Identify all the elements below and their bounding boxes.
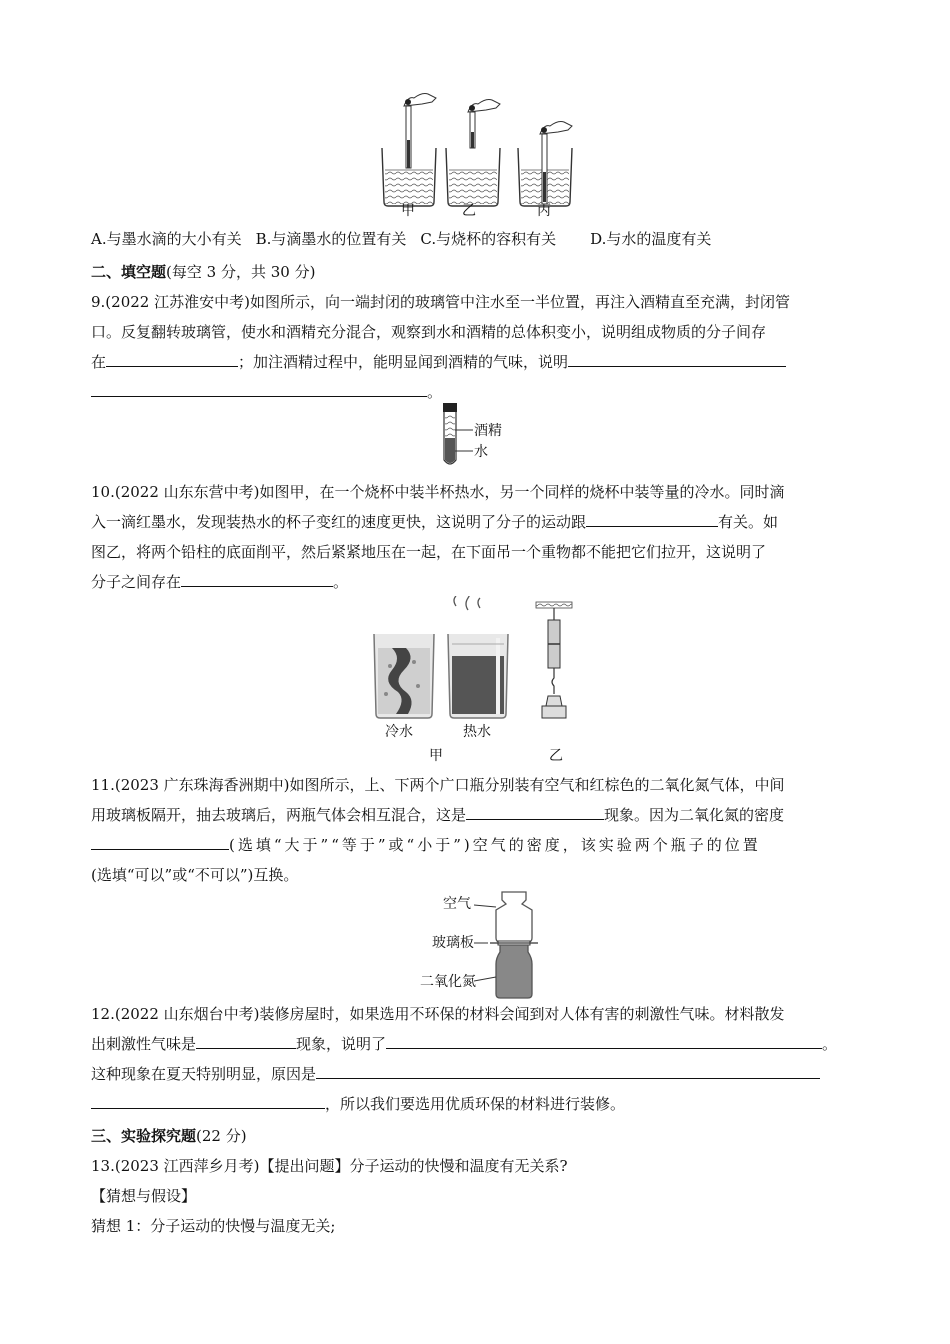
q10-line2-end: 有关。如	[718, 513, 779, 531]
beaker-bing	[518, 122, 572, 207]
q11-blank-1[interactable]	[466, 805, 604, 820]
q9-line3-mid: ；加注酒精过程中，能明显闻到酒精的气味，说明	[238, 353, 569, 371]
q12-blank-1[interactable]	[196, 1034, 296, 1049]
fig8-label-bing: 丙	[537, 203, 551, 219]
q12-blank-3b[interactable]	[91, 1094, 325, 1109]
label-no2: 二氧化氮	[420, 974, 476, 990]
label-water: 水	[474, 444, 488, 460]
q12-line2-mid: 现象，说明了	[296, 1035, 387, 1053]
beaker-yi	[446, 100, 500, 207]
q9-line2: 口。反复翻转玻璃管，使水和酒精充分混合，观察到水和酒精的总体积变小，说明组成物质的分子间存	[91, 323, 767, 341]
label-fig-jia: 甲	[429, 748, 443, 764]
q11-blank-2[interactable]	[91, 835, 229, 850]
cold-water-beaker	[374, 634, 434, 718]
q10-line4-end: 。	[333, 573, 349, 591]
label-cold-water: 冷水	[385, 724, 413, 740]
q8-option-c: C.与烧杯的容积有关	[420, 230, 557, 248]
q10-blank-2[interactable]	[181, 572, 333, 587]
section3-heading	[91, 1126, 247, 1146]
q9-line4-end: 。	[427, 383, 443, 401]
test-tube-leader-lines	[455, 420, 475, 460]
q12-line3	[91, 1064, 820, 1084]
q12-line1: 12.(2022 山东烟台中考)装修房屋时，如果选用不环保的材料会闻到对人体有害的刺激性气味。材料散发	[91, 1005, 785, 1023]
q11-line4: (选填“可以”或“不可以”)互换。	[91, 866, 299, 884]
q9-blank-1[interactable]	[106, 352, 238, 367]
gas-bottles-leaders	[474, 895, 498, 990]
beaker-jia	[382, 94, 436, 207]
section3-title: 三、实验探究题	[91, 1127, 197, 1145]
label-air: 空气	[443, 896, 471, 912]
q10-line1: 10.(2022 山东东营中考)如图甲，在一个烧杯中装半杯热水，另一个同样的烧杯中装等量的冷水。同时滴	[91, 483, 785, 501]
q8-option-a: A.与墨水滴的大小有关	[91, 230, 242, 248]
q9-line3	[91, 352, 786, 372]
q12-line2-start: 出刺激性气味是	[91, 1035, 197, 1053]
q9-blank-2a[interactable]	[568, 352, 786, 367]
q10-blank-1[interactable]	[586, 512, 718, 527]
q11-line2-start: 用玻璃板隔开，抽去玻璃后，两瓶气体会相互混合，这是	[91, 806, 467, 824]
q10-line4-start: 分子之间存在	[91, 573, 182, 591]
section2-title: 二、填空题	[91, 263, 167, 281]
section3-note: (22 分)	[196, 1127, 247, 1145]
q8-options	[91, 229, 711, 249]
q12-line3-start: 这种现象在夏天特别明显，原因是	[91, 1065, 317, 1083]
q12-line4	[91, 1094, 625, 1114]
q11-line2	[91, 805, 784, 825]
q11-line3	[91, 835, 761, 855]
q12-line2-end: 。	[822, 1035, 838, 1053]
q12-blank-3a[interactable]	[316, 1064, 820, 1079]
lead-cylinders	[536, 602, 572, 718]
q9-line3-start: 在	[91, 353, 107, 371]
label-glass-plate: 玻璃板	[432, 935, 474, 951]
q9-line4	[91, 382, 442, 402]
fig8-label-jia: 甲	[401, 203, 415, 219]
q13-line2: 【猜想与假设】	[91, 1187, 197, 1205]
q11-line3-text: (选填“大于”“等于”或“小于”)空气的密度，该实验两个瓶子的位置	[229, 836, 761, 854]
q10-line2-start: 入一滴红墨水，发现装热水的杯子变红的速度更快，这说明了分子的运动跟	[91, 513, 587, 531]
q8-option-d: D.与水的温度有关	[590, 230, 712, 248]
section2-note: (每空 3 分，共 30 分)	[166, 263, 316, 281]
q8-option-b: B.与滴墨水的位置有关	[255, 230, 407, 248]
q12-line2	[91, 1034, 837, 1054]
q9-line1: 9.(2022 江苏淮安中考)如图所示，向一端封闭的玻璃管中注水至一半位置，再注入酒精直至充满，封闭管	[91, 293, 790, 311]
label-alcohol: 酒精	[474, 423, 502, 439]
hot-water-beaker	[448, 634, 508, 718]
label-fig-yi: 乙	[549, 748, 563, 764]
q13-line3: 猜想 1：分子运动的快慢与温度无关;	[91, 1217, 336, 1235]
label-hot-water: 热水	[463, 724, 491, 740]
q13-line1: 13.(2023 江西萍乡月考)【提出问题】分子运动的快慢和温度有无关系?	[91, 1157, 568, 1175]
q10-line2	[91, 512, 778, 532]
q10-line3: 图乙，将两个铅柱的底面削平，然后紧紧地压在一起，在下面吊一个重物都不能把它们拉开，这说明了	[91, 543, 767, 561]
section2-heading	[91, 262, 315, 282]
q9-blank-2b[interactable]	[91, 382, 427, 397]
fig8-label-yi: 乙	[462, 203, 476, 219]
air-bottle	[496, 892, 532, 942]
no2-bottle	[496, 945, 532, 998]
q12-blank-2[interactable]	[386, 1034, 822, 1049]
q10-line4	[91, 572, 348, 592]
q11-line1: 11.(2023 广东珠海香洲期中)如图所示，上、下两个广口瓶分别装有空气和红棕色的二氧化氮气体，中间	[91, 776, 785, 794]
diffusion-beakers-figure	[370, 596, 590, 722]
q11-line2-end: 现象。因为二氧化氮的密度	[604, 806, 785, 824]
q12-line4-end: ，所以我们要选用优质环保的材料进行装修。	[325, 1095, 626, 1113]
